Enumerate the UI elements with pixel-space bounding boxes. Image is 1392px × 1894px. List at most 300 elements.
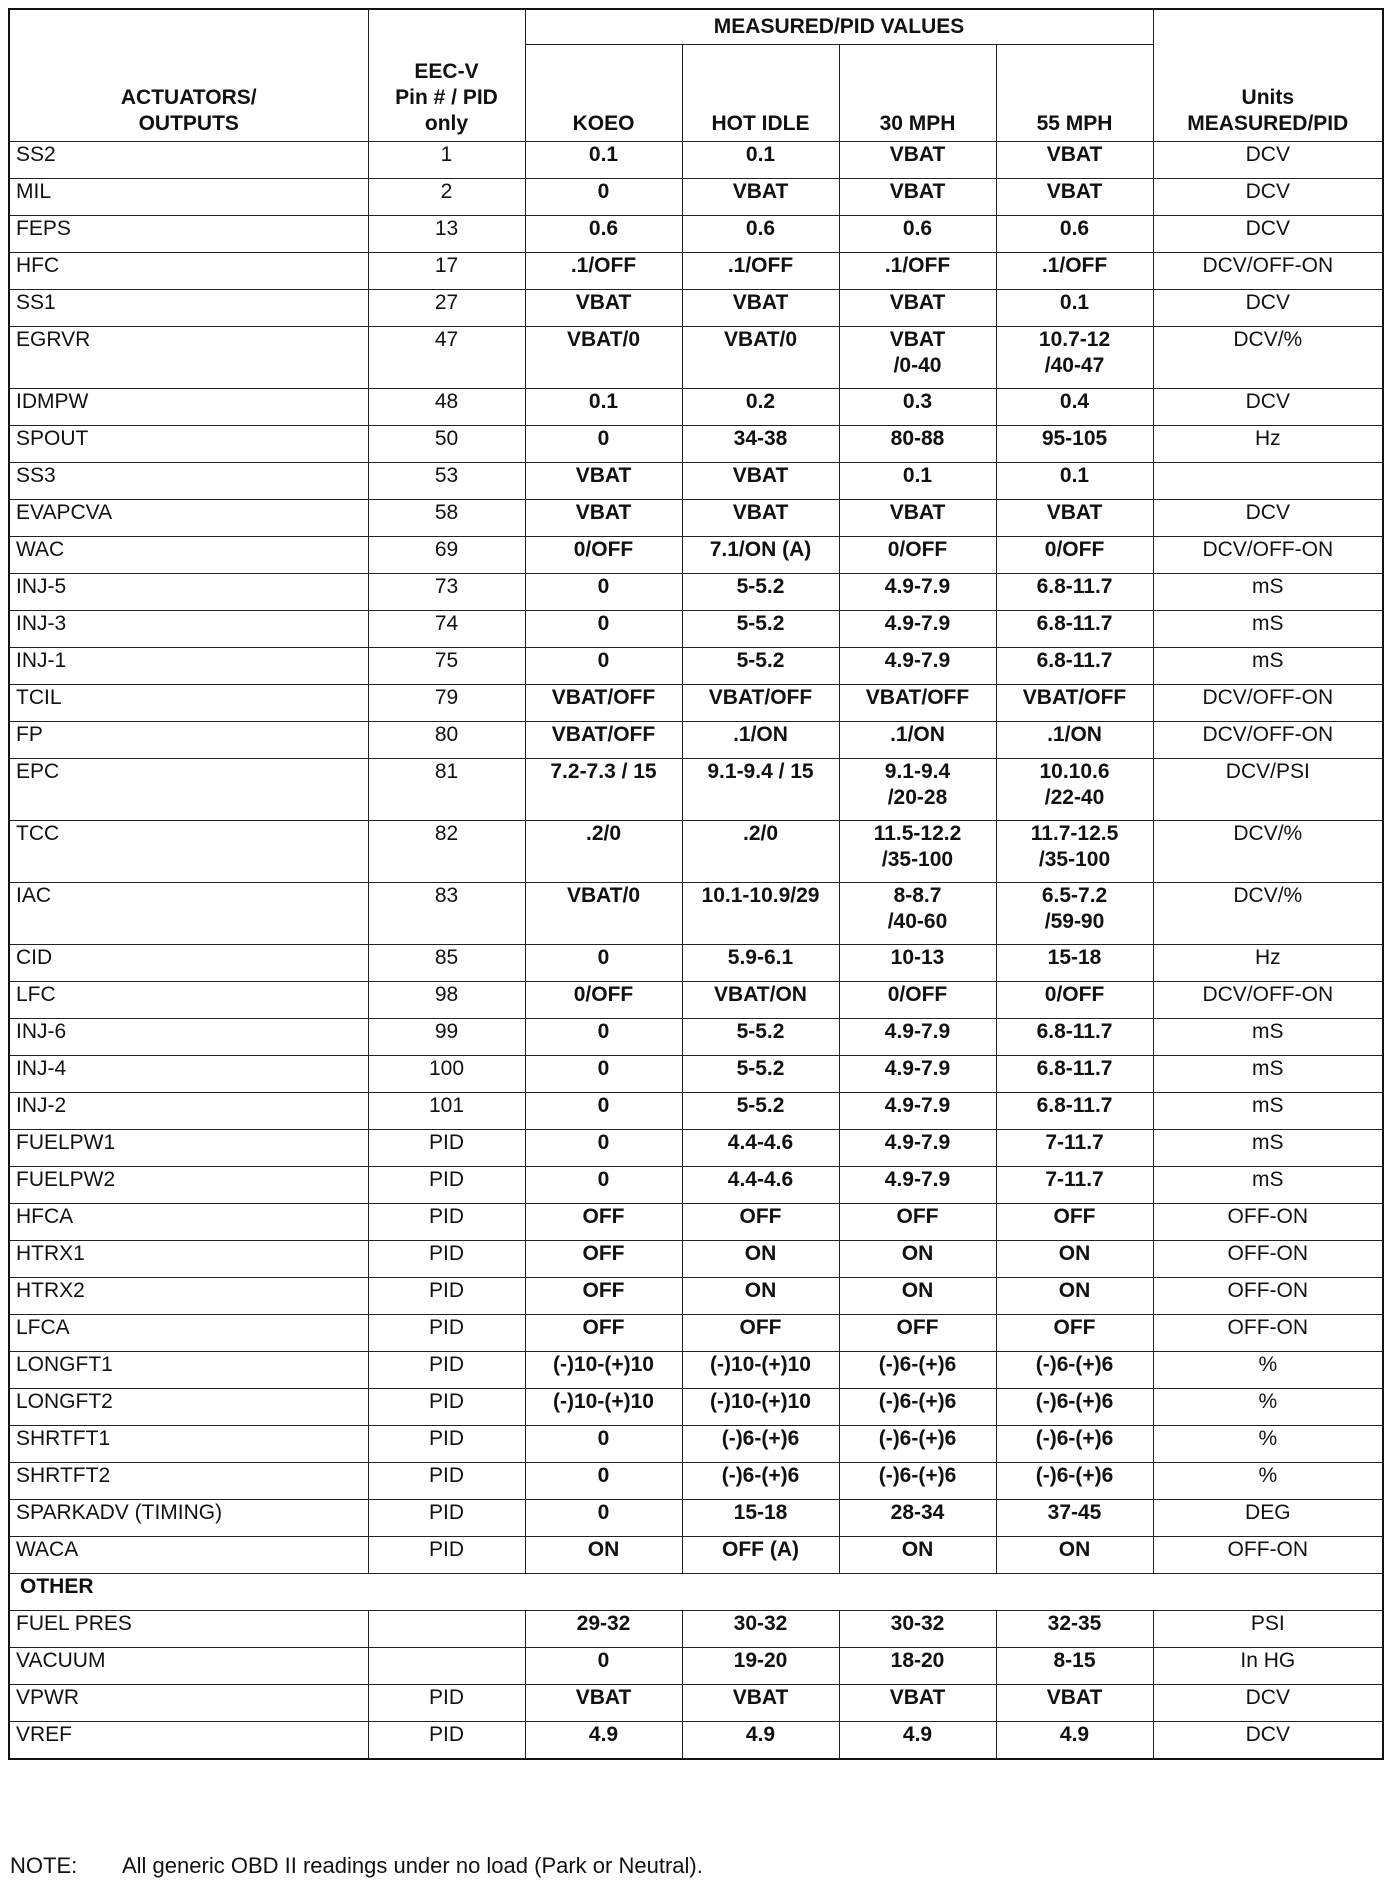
- cell-pin: PID: [368, 1352, 525, 1389]
- cell-30-mph: ON: [839, 1537, 996, 1574]
- cell-name: LFC: [9, 982, 368, 1019]
- cell-name: INJ-5: [9, 574, 368, 611]
- cell-pin: PID: [368, 1463, 525, 1500]
- cell-30-mph: OFF: [839, 1315, 996, 1352]
- cell-30-mph: 4.9-7.9: [839, 1056, 996, 1093]
- cell-pin: 85: [368, 945, 525, 982]
- table-row: [9, 537, 1383, 574]
- cell-units: DCV: [1153, 142, 1383, 179]
- cell-pin: PID: [368, 1204, 525, 1241]
- cell-pin: PID: [368, 1389, 525, 1426]
- cell-name: SHRTFT1: [9, 1426, 368, 1463]
- table-row: [9, 821, 1383, 883]
- table-row: [9, 1537, 1383, 1574]
- cell-55-mph: 7-11.7: [996, 1130, 1153, 1167]
- cell-koeo: 0: [525, 1648, 682, 1685]
- cell-name: EGRVR: [9, 327, 368, 389]
- cell-hot-idle: 5-5.2: [682, 574, 839, 611]
- table-row: [9, 1130, 1383, 1167]
- cell-pin: PID: [368, 1315, 525, 1352]
- cell-name: SS3: [9, 463, 368, 500]
- table-row: [9, 1167, 1383, 1204]
- cell-55-mph: 0.4: [996, 389, 1153, 426]
- header-hot-idle: HOT IDLE: [682, 45, 839, 142]
- cell-55-mph: 0.6: [996, 216, 1153, 253]
- cell-30-mph: 28-34: [839, 1500, 996, 1537]
- cell-name: LONGFT1: [9, 1352, 368, 1389]
- cell-units: PSI: [1153, 1611, 1383, 1648]
- cell-30-mph: 30-32: [839, 1611, 996, 1648]
- cell-units: OFF-ON: [1153, 1537, 1383, 1574]
- cell-hot-idle: .1/ON: [682, 722, 839, 759]
- cell-units: %: [1153, 1352, 1383, 1389]
- cell-hot-idle: 5-5.2: [682, 648, 839, 685]
- cell-name: SPARKADV (TIMING): [9, 1500, 368, 1537]
- cell-pin: 79: [368, 685, 525, 722]
- cell-55-mph: 0.1: [996, 463, 1153, 500]
- cell-pin: 82: [368, 821, 525, 883]
- cell-units: mS: [1153, 648, 1383, 685]
- cell-pin: PID: [368, 1500, 525, 1537]
- cell-55-mph: ON: [996, 1537, 1153, 1574]
- cell-hot-idle: (-)6-(+)6: [682, 1463, 839, 1500]
- cell-name: INJ-4: [9, 1056, 368, 1093]
- cell-name: IDMPW: [9, 389, 368, 426]
- section-label-other: OTHER: [9, 1574, 1383, 1611]
- table-row: [9, 1352, 1383, 1389]
- cell-units: DCV/OFF-ON: [1153, 253, 1383, 290]
- cell-pin: 27: [368, 290, 525, 327]
- cell-hot-idle: 7.1/ON (A): [682, 537, 839, 574]
- cell-hot-idle: VBAT: [682, 179, 839, 216]
- cell-koeo: VBAT: [525, 500, 682, 537]
- cell-koeo: 29-32: [525, 1611, 682, 1648]
- cell-30-mph: 4.9-7.9: [839, 574, 996, 611]
- cell-hot-idle: 0.1: [682, 142, 839, 179]
- table-header: [9, 9, 1383, 142]
- table-body: [9, 142, 1383, 1760]
- table-row: [9, 253, 1383, 290]
- cell-koeo: 0/OFF: [525, 982, 682, 1019]
- cell-units: DCV: [1153, 290, 1383, 327]
- cell-koeo: .1/OFF: [525, 253, 682, 290]
- cell-pin: PID: [368, 1685, 525, 1722]
- cell-pin: 2: [368, 179, 525, 216]
- cell-30-mph: 0/OFF: [839, 537, 996, 574]
- cell-koeo: 0: [525, 648, 682, 685]
- cell-name: HFC: [9, 253, 368, 290]
- cell-name: HFCA: [9, 1204, 368, 1241]
- cell-hot-idle: 9.1-9.4 / 15: [682, 759, 839, 821]
- cell-pin: 50: [368, 426, 525, 463]
- cell-units: DCV/OFF-ON: [1153, 722, 1383, 759]
- cell-koeo: OFF: [525, 1278, 682, 1315]
- cell-hot-idle: VBAT/OFF: [682, 685, 839, 722]
- cell-pin: 83: [368, 883, 525, 945]
- cell-koeo: ON: [525, 1537, 682, 1574]
- cell-30-mph: 4.9-7.9: [839, 1019, 996, 1056]
- cell-30-mph: (-)6-(+)6: [839, 1389, 996, 1426]
- header-55-mph: 55 MPH: [996, 45, 1153, 142]
- cell-koeo: (-)10-(+)10: [525, 1352, 682, 1389]
- cell-pin: 81: [368, 759, 525, 821]
- cell-30-mph: 0.1: [839, 463, 996, 500]
- cell-units: OFF-ON: [1153, 1241, 1383, 1278]
- cell-30-mph: 4.9-7.9: [839, 1167, 996, 1204]
- cell-55-mph: .1/ON: [996, 722, 1153, 759]
- cell-30-mph: 4.9-7.9: [839, 648, 996, 685]
- cell-30-mph: .1/OFF: [839, 253, 996, 290]
- cell-pin: 1: [368, 142, 525, 179]
- cell-30-mph: 4.9-7.9: [839, 1093, 996, 1130]
- cell-pin: 13: [368, 216, 525, 253]
- cell-30-mph: VBAT: [839, 1685, 996, 1722]
- cell-name: CID: [9, 945, 368, 982]
- cell-hot-idle: VBAT: [682, 1685, 839, 1722]
- cell-units: DCV: [1153, 1722, 1383, 1760]
- cell-units: mS: [1153, 1019, 1383, 1056]
- cell-koeo: VBAT/0: [525, 883, 682, 945]
- cell-55-mph: (-)6-(+)6: [996, 1426, 1153, 1463]
- cell-name: EPC: [9, 759, 368, 821]
- cell-units: DCV/OFF-ON: [1153, 685, 1383, 722]
- cell-koeo: 0.1: [525, 142, 682, 179]
- cell-units: mS: [1153, 574, 1383, 611]
- cell-name: VPWR: [9, 1685, 368, 1722]
- cell-pin: PID: [368, 1537, 525, 1574]
- cell-55-mph: 0/OFF: [996, 982, 1153, 1019]
- cell-30-mph: 18-20: [839, 1648, 996, 1685]
- header-koeo: KOEO: [525, 45, 682, 142]
- cell-hot-idle: ON: [682, 1278, 839, 1315]
- table-row: [9, 1019, 1383, 1056]
- cell-name: INJ-3: [9, 611, 368, 648]
- cell-55-mph: 7-11.7: [996, 1167, 1153, 1204]
- cell-pin: 58: [368, 500, 525, 537]
- cell-units: Hz: [1153, 945, 1383, 982]
- cell-pin: 73: [368, 574, 525, 611]
- cell-units: DCV/OFF-ON: [1153, 537, 1383, 574]
- cell-hot-idle: VBAT: [682, 290, 839, 327]
- cell-units: DCV: [1153, 216, 1383, 253]
- cell-30-mph: VBAT: [839, 179, 996, 216]
- cell-name: EVAPCVA: [9, 500, 368, 537]
- cell-units: DCV/%: [1153, 821, 1383, 883]
- cell-units: DCV: [1153, 179, 1383, 216]
- cell-koeo: .2/0: [525, 821, 682, 883]
- cell-hot-idle: OFF: [682, 1204, 839, 1241]
- cell-hot-idle: 30-32: [682, 1611, 839, 1648]
- cell-units: DCV: [1153, 389, 1383, 426]
- cell-koeo: 0: [525, 1463, 682, 1500]
- cell-55-mph: 6.5-7.2 /59-90: [996, 883, 1153, 945]
- cell-name: INJ-2: [9, 1093, 368, 1130]
- cell-55-mph: 37-45: [996, 1500, 1153, 1537]
- cell-koeo: VBAT/0: [525, 327, 682, 389]
- cell-name: SS1: [9, 290, 368, 327]
- table-row: [9, 142, 1383, 179]
- table-row: [9, 1685, 1383, 1722]
- table-row: [9, 1389, 1383, 1426]
- cell-pin: 75: [368, 648, 525, 685]
- cell-koeo: 0: [525, 1019, 682, 1056]
- cell-koeo: OFF: [525, 1204, 682, 1241]
- footnote: [10, 1852, 703, 1880]
- cell-name: FUELPW1: [9, 1130, 368, 1167]
- cell-hot-idle: 5-5.2: [682, 1056, 839, 1093]
- cell-30-mph: 11.5-12.2 /35-100: [839, 821, 996, 883]
- cell-30-mph: .1/ON: [839, 722, 996, 759]
- cell-koeo: 0: [525, 1426, 682, 1463]
- table-row: [9, 1278, 1383, 1315]
- pid-values-table: [8, 8, 1384, 1760]
- cell-55-mph: 10.7-12 /40-47: [996, 327, 1153, 389]
- cell-hot-idle: 0.6: [682, 216, 839, 253]
- cell-koeo: 0: [525, 179, 682, 216]
- cell-55-mph: 6.8-11.7: [996, 648, 1153, 685]
- table-row: [9, 1241, 1383, 1278]
- cell-pin: 74: [368, 611, 525, 648]
- cell-units: DCV: [1153, 500, 1383, 537]
- cell-name: FEPS: [9, 216, 368, 253]
- cell-units: DCV: [1153, 1685, 1383, 1722]
- table-row: [9, 216, 1383, 253]
- cell-koeo: 4.9: [525, 1722, 682, 1760]
- cell-55-mph: (-)6-(+)6: [996, 1352, 1153, 1389]
- cell-units: OFF-ON: [1153, 1315, 1383, 1352]
- table-row: [9, 500, 1383, 537]
- cell-units: DCV/%: [1153, 327, 1383, 389]
- cell-name: LFCA: [9, 1315, 368, 1352]
- cell-pin: 100: [368, 1056, 525, 1093]
- header-30-mph: 30 MPH: [839, 45, 996, 142]
- cell-units: %: [1153, 1389, 1383, 1426]
- cell-55-mph: (-)6-(+)6: [996, 1389, 1153, 1426]
- cell-pin: 98: [368, 982, 525, 1019]
- cell-hot-idle: 4.4-4.6: [682, 1130, 839, 1167]
- cell-units: DCV/PSI: [1153, 759, 1383, 821]
- cell-units: mS: [1153, 1056, 1383, 1093]
- table-row: [9, 1648, 1383, 1685]
- cell-30-mph: 4.9-7.9: [839, 1130, 996, 1167]
- cell-name: TCIL: [9, 685, 368, 722]
- cell-units: %: [1153, 1463, 1383, 1500]
- cell-55-mph: ON: [996, 1241, 1153, 1278]
- cell-pin: PID: [368, 1278, 525, 1315]
- cell-pin: 53: [368, 463, 525, 500]
- table-row: [9, 1426, 1383, 1463]
- cell-30-mph: ON: [839, 1241, 996, 1278]
- cell-hot-idle: (-)6-(+)6: [682, 1426, 839, 1463]
- cell-hot-idle: 5-5.2: [682, 1093, 839, 1130]
- cell-koeo: (-)10-(+)10: [525, 1389, 682, 1426]
- cell-hot-idle: 4.4-4.6: [682, 1167, 839, 1204]
- table-row: [9, 722, 1383, 759]
- cell-name: SPOUT: [9, 426, 368, 463]
- cell-name: INJ-1: [9, 648, 368, 685]
- cell-hot-idle: 4.9: [682, 1722, 839, 1760]
- cell-30-mph: 0.6: [839, 216, 996, 253]
- cell-name: VACUUM: [9, 1648, 368, 1685]
- table-row: [9, 1093, 1383, 1130]
- cell-30-mph: VBAT /0-40: [839, 327, 996, 389]
- cell-units: mS: [1153, 611, 1383, 648]
- cell-hot-idle: .1/OFF: [682, 253, 839, 290]
- cell-30-mph: (-)6-(+)6: [839, 1426, 996, 1463]
- cell-koeo: 0: [525, 1167, 682, 1204]
- table-row: [9, 611, 1383, 648]
- cell-koeo: VBAT/OFF: [525, 722, 682, 759]
- cell-pin: 48: [368, 389, 525, 426]
- cell-name: WAC: [9, 537, 368, 574]
- cell-30-mph: (-)6-(+)6: [839, 1352, 996, 1389]
- cell-hot-idle: VBAT: [682, 463, 839, 500]
- cell-55-mph: VBAT/OFF: [996, 685, 1153, 722]
- cell-units: Hz: [1153, 426, 1383, 463]
- cell-pin: 80: [368, 722, 525, 759]
- cell-units: OFF-ON: [1153, 1278, 1383, 1315]
- table-row: [9, 1315, 1383, 1352]
- cell-koeo: VBAT: [525, 290, 682, 327]
- cell-koeo: OFF: [525, 1241, 682, 1278]
- cell-55-mph: VBAT: [996, 1685, 1153, 1722]
- cell-hot-idle: ON: [682, 1241, 839, 1278]
- cell-pin: PID: [368, 1426, 525, 1463]
- cell-name: HTRX2: [9, 1278, 368, 1315]
- cell-pin: PID: [368, 1130, 525, 1167]
- cell-pin: [368, 1648, 525, 1685]
- cell-hot-idle: (-)10-(+)10: [682, 1352, 839, 1389]
- cell-pin: [368, 1611, 525, 1648]
- table-row: [9, 648, 1383, 685]
- cell-55-mph: 6.8-11.7: [996, 1093, 1153, 1130]
- cell-hot-idle: VBAT/0: [682, 327, 839, 389]
- cell-units: In HG: [1153, 1648, 1383, 1685]
- table-row: [9, 463, 1383, 500]
- cell-hot-idle: 10.1-10.9/29: [682, 883, 839, 945]
- cell-55-mph: 95-105: [996, 426, 1153, 463]
- cell-pin: PID: [368, 1167, 525, 1204]
- header-pin: EEC-V Pin # / PID only: [368, 9, 525, 142]
- cell-55-mph: 10.10.6 /22-40: [996, 759, 1153, 821]
- cell-koeo: 0: [525, 1130, 682, 1167]
- note-text: All generic OBD II readings under no load (Park or Neutral).: [122, 1853, 703, 1878]
- cell-55-mph: VBAT: [996, 500, 1153, 537]
- header-measured-values: MEASURED/PID VALUES: [525, 9, 1153, 45]
- cell-30-mph: 4.9-7.9: [839, 611, 996, 648]
- cell-55-mph: 6.8-11.7: [996, 611, 1153, 648]
- header-units: Units MEASURED/PID: [1153, 9, 1383, 142]
- cell-koeo: 0: [525, 1500, 682, 1537]
- cell-hot-idle: (-)10-(+)10: [682, 1389, 839, 1426]
- cell-koeo: 0: [525, 1056, 682, 1093]
- cell-30-mph: VBAT: [839, 500, 996, 537]
- cell-koeo: 0: [525, 611, 682, 648]
- cell-units: DEG: [1153, 1500, 1383, 1537]
- cell-55-mph: VBAT: [996, 142, 1153, 179]
- cell-name: SS2: [9, 142, 368, 179]
- cell-hot-idle: 15-18: [682, 1500, 839, 1537]
- table-row: [9, 327, 1383, 389]
- cell-30-mph: 80-88: [839, 426, 996, 463]
- cell-koeo: 0/OFF: [525, 537, 682, 574]
- cell-pin: PID: [368, 1241, 525, 1278]
- section-row-other: [9, 1574, 1383, 1611]
- cell-55-mph: 0.1: [996, 290, 1153, 327]
- cell-30-mph: 10-13: [839, 945, 996, 982]
- cell-pin: 69: [368, 537, 525, 574]
- cell-name: HTRX1: [9, 1241, 368, 1278]
- cell-name: INJ-6: [9, 1019, 368, 1056]
- cell-30-mph: 9.1-9.4 /20-28: [839, 759, 996, 821]
- cell-units: DCV/%: [1153, 883, 1383, 945]
- table-row: [9, 945, 1383, 982]
- cell-55-mph: VBAT: [996, 179, 1153, 216]
- cell-koeo: VBAT: [525, 463, 682, 500]
- cell-55-mph: 4.9: [996, 1722, 1153, 1760]
- cell-55-mph: 6.8-11.7: [996, 1056, 1153, 1093]
- cell-koeo: 0: [525, 426, 682, 463]
- cell-units: mS: [1153, 1093, 1383, 1130]
- cell-units: [1153, 463, 1383, 500]
- cell-hot-idle: OFF (A): [682, 1537, 839, 1574]
- cell-units: %: [1153, 1426, 1383, 1463]
- table-row: [9, 883, 1383, 945]
- table-row: [9, 1204, 1383, 1241]
- cell-koeo: 0.6: [525, 216, 682, 253]
- cell-55-mph: OFF: [996, 1315, 1153, 1352]
- cell-name: WACA: [9, 1537, 368, 1574]
- cell-pin: 101: [368, 1093, 525, 1130]
- cell-30-mph: 4.9: [839, 1722, 996, 1760]
- cell-koeo: VBAT: [525, 1685, 682, 1722]
- cell-pin: 17: [368, 253, 525, 290]
- cell-units: mS: [1153, 1167, 1383, 1204]
- cell-30-mph: 0/OFF: [839, 982, 996, 1019]
- cell-hot-idle: OFF: [682, 1315, 839, 1352]
- table-row: [9, 1611, 1383, 1648]
- cell-name: FUELPW2: [9, 1167, 368, 1204]
- cell-koeo: 0: [525, 574, 682, 611]
- table-row: [9, 685, 1383, 722]
- table-row: [9, 1500, 1383, 1537]
- cell-hot-idle: 19-20: [682, 1648, 839, 1685]
- cell-55-mph: 8-15: [996, 1648, 1153, 1685]
- cell-30-mph: VBAT: [839, 142, 996, 179]
- cell-55-mph: 32-35: [996, 1611, 1153, 1648]
- cell-name: MIL: [9, 179, 368, 216]
- cell-name: FP: [9, 722, 368, 759]
- cell-koeo: 0: [525, 1093, 682, 1130]
- cell-name: TCC: [9, 821, 368, 883]
- cell-30-mph: (-)6-(+)6: [839, 1463, 996, 1500]
- cell-55-mph: 6.8-11.7: [996, 574, 1153, 611]
- cell-hot-idle: 5.9-6.1: [682, 945, 839, 982]
- cell-hot-idle: 5-5.2: [682, 611, 839, 648]
- cell-pin: PID: [368, 1722, 525, 1760]
- cell-30-mph: VBAT: [839, 290, 996, 327]
- cell-name: SHRTFT2: [9, 1463, 368, 1500]
- cell-koeo: 0: [525, 945, 682, 982]
- cell-pin: 47: [368, 327, 525, 389]
- cell-units: OFF-ON: [1153, 1204, 1383, 1241]
- table-row: [9, 179, 1383, 216]
- table-row: [9, 574, 1383, 611]
- cell-koeo: 7.2-7.3 / 15: [525, 759, 682, 821]
- cell-pin: 99: [368, 1019, 525, 1056]
- cell-name: IAC: [9, 883, 368, 945]
- cell-30-mph: 0.3: [839, 389, 996, 426]
